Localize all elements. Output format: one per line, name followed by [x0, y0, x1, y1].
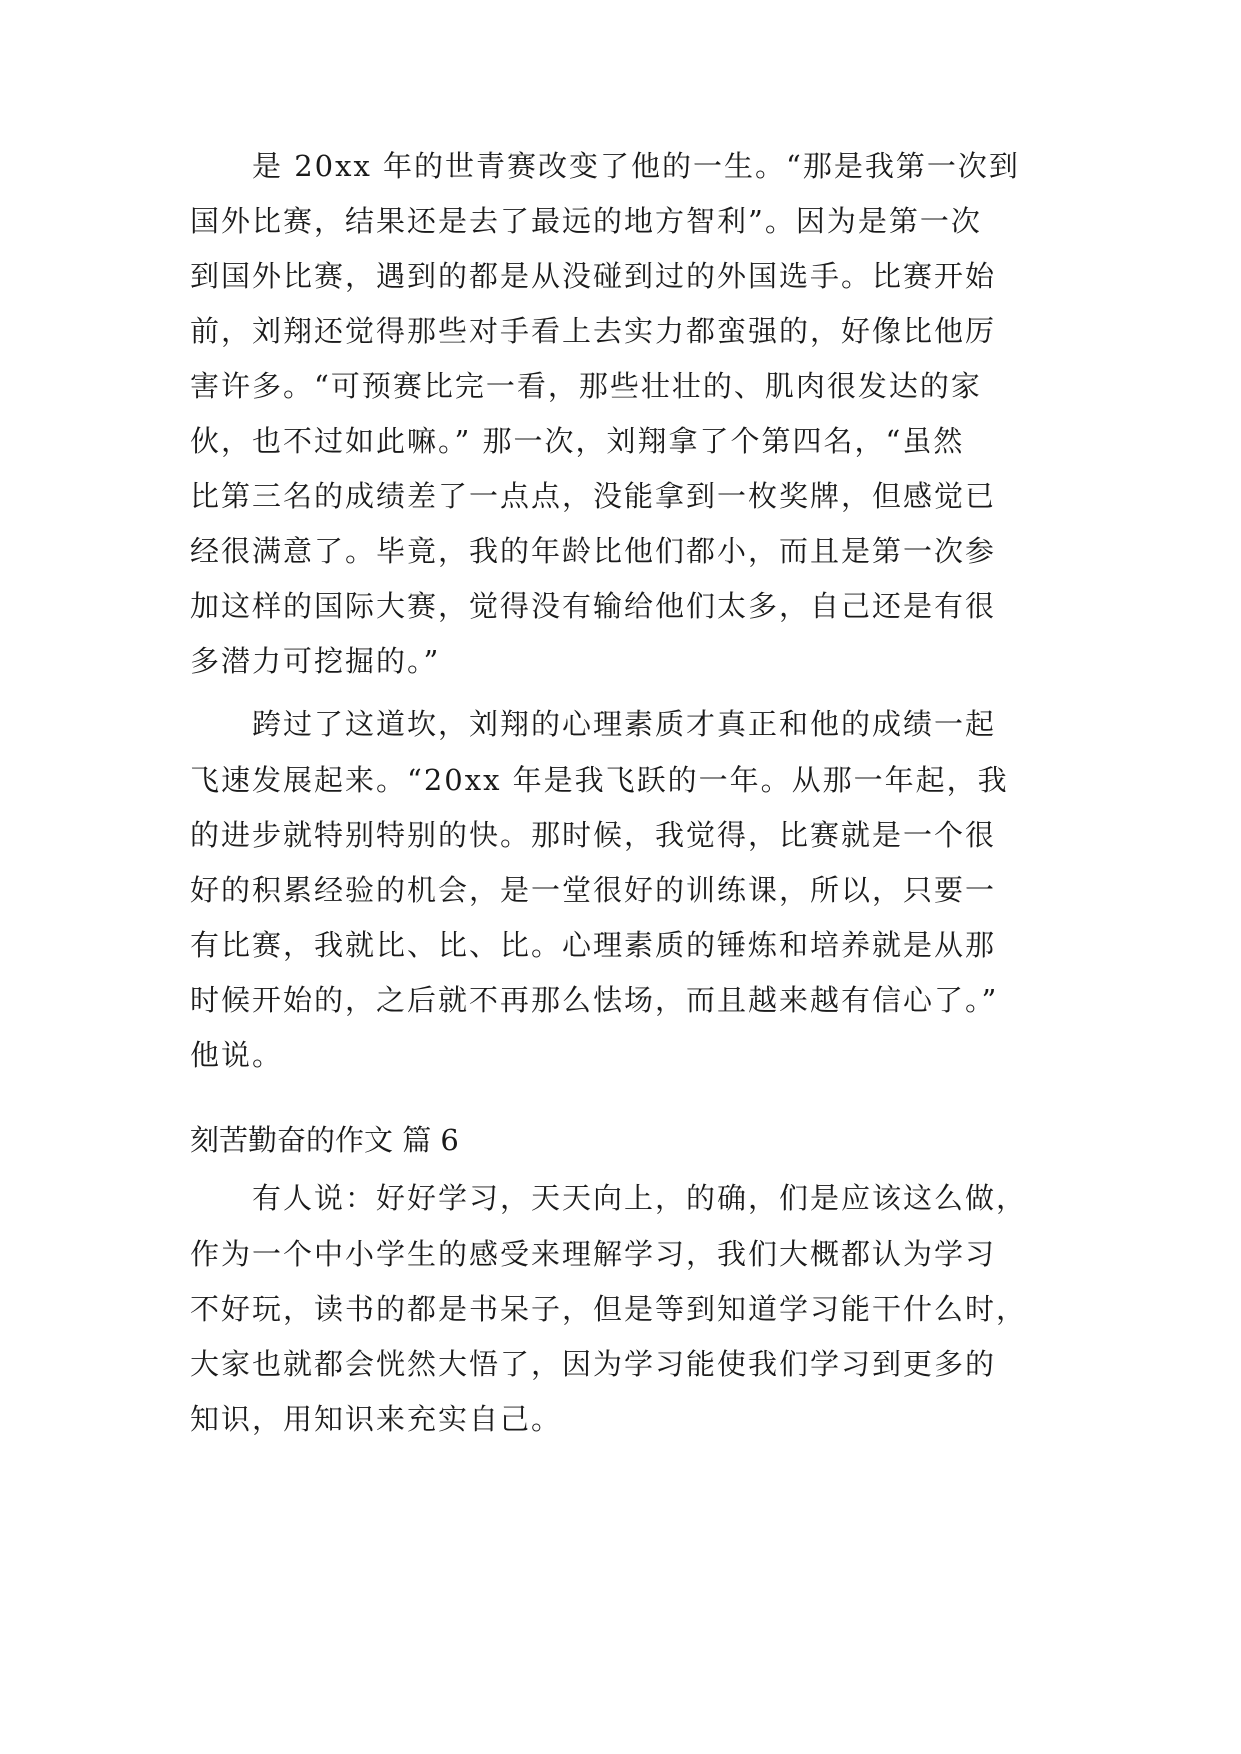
paragraph-line: 害许多。“可预赛比完一看，那些壮壮的、肌肉很发达的家 [190, 369, 982, 403]
paragraph-line: 知识，用知识来充实自己。 [190, 1402, 563, 1436]
paragraph-line: 伙，也不过如此嘛。” 那一次，刘翔拿了个第四名，“虽然 [190, 424, 965, 458]
paragraph-line: 飞速发展起来。“20xx 年是我飞跃的一年。从那一年起，我 [190, 763, 1009, 797]
paragraph-line: 他说。 [190, 1038, 284, 1072]
paragraph-line: 的进步就特别特别的快。那时候，我觉得，比赛就是一个很 [190, 818, 997, 852]
paragraph-line: 是 20xx 年的世青赛改变了他的一生。“那是我第一次到 [190, 149, 1020, 183]
paragraph-line: 有比赛，我就比、比、比。心理素质的锤炼和培养就是从那 [190, 928, 997, 962]
paragraph-line: 国外比赛，结果还是去了最远的地方智利”。因为是第一次 [190, 204, 982, 238]
paragraph-line: 加这样的国际大赛，觉得没有输给他们太多，自己还是有很 [190, 589, 997, 623]
paragraph-line: 多潜力可挖掘的。” [190, 644, 441, 678]
section-heading: 刻苦勤奋的作文 篇 6 [190, 1123, 459, 1157]
paragraph-line: 不好玩，读书的都是书呆子，但是等到知道学习能干什么时， [190, 1292, 1028, 1326]
paragraph-line: 到国外比赛，遇到的都是从没碰到过的外国选手。比赛开始 [190, 259, 997, 293]
paragraph-line: 经很满意了。毕竟，我的年龄比他们都小，而且是第一次参 [190, 534, 997, 568]
paragraph-line: 作为一个中小学生的感受来理解学习，我们大概都认为学习 [190, 1237, 997, 1271]
paragraph-line: 好的积累经验的机会，是一堂很好的训练课，所以，只要一 [190, 873, 997, 907]
paragraph-line: 前，刘翔还觉得那些对手看上去实力都蛮强的，好像比他厉 [190, 314, 997, 348]
paragraph-line: 有人说：好好学习，天天向上，的确，们是应该这么做， [190, 1181, 1028, 1215]
paragraph-line: 时候开始的，之后就不再那么怯场，而且越来越有信心了。” [190, 983, 999, 1017]
paragraph-line: 比第三名的成绩差了一点点，没能拿到一枚奖牌，但感觉已 [190, 479, 997, 513]
paragraph-line: 跨过了这道坎，刘翔的心理素质才真正和他的成绩一起 [190, 707, 997, 741]
paragraph-line: 大家也就都会恍然大悟了，因为学习能使我们学习到更多的 [190, 1347, 997, 1381]
